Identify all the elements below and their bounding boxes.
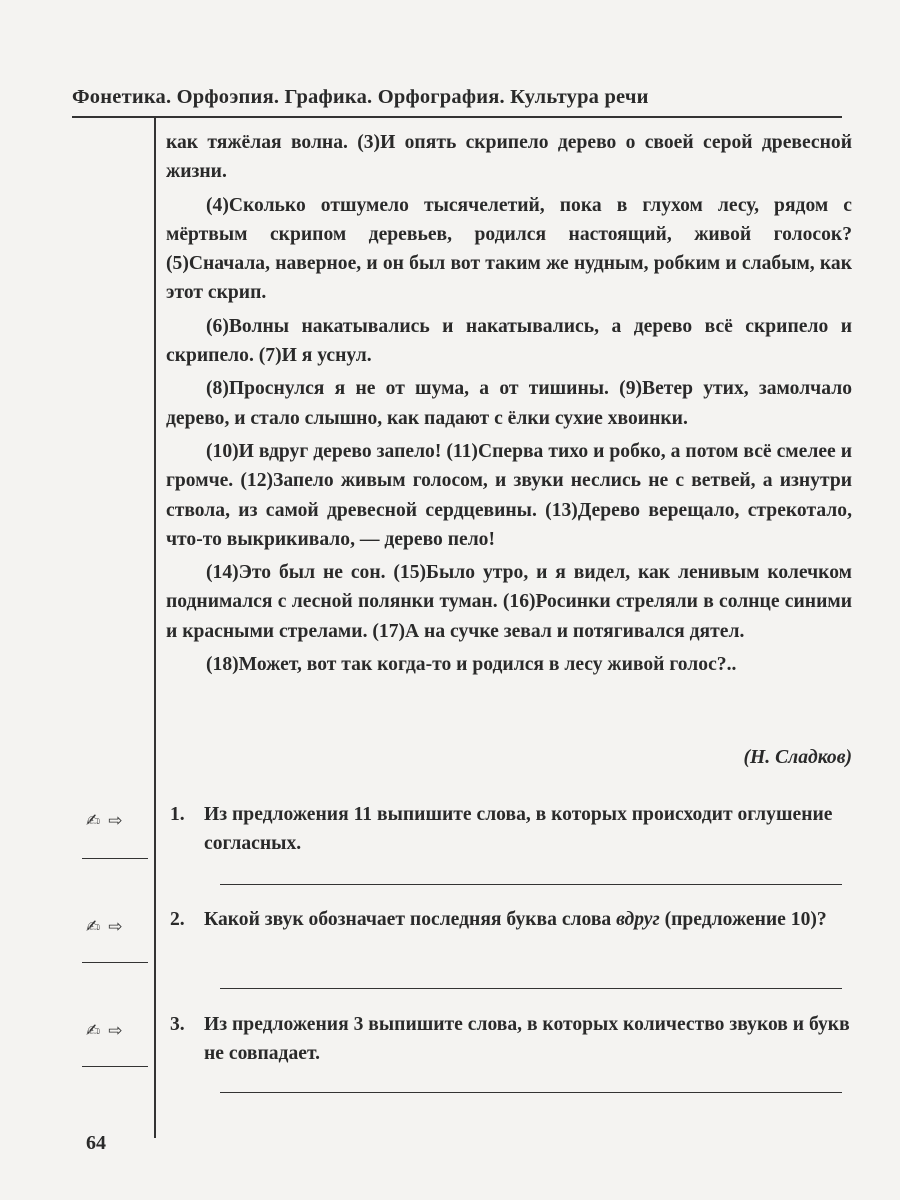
task-number: 2. xyxy=(170,909,185,930)
side-rule xyxy=(82,962,148,963)
arrow-right-icon: ⇨ xyxy=(108,917,123,937)
task-2-answer-line[interactable] xyxy=(220,988,842,989)
reading-text xyxy=(166,128,852,683)
side-rule xyxy=(82,1066,148,1067)
header-rule xyxy=(72,116,842,118)
paragraph: (10)И вдруг дерево запело! (11)Сперва тихо и робко, а потом всё смелее и громче. (12)Запело живым голосом, и звуки неслись не с ветвей, а изнутри ствола, из самой древесной сердцевины. (13)Дерево верещало, стрекотало, что-то выкрикивало, — дерево пело! xyxy=(166,440,852,550)
side-rule xyxy=(82,858,148,859)
margin-vertical-line xyxy=(154,118,156,1138)
task-3-marker xyxy=(86,1016,146,1046)
paragraph: (4)Сколько отшумело тысячелетий, пока в глухом лесу, рядом с мёртвым скрипом деревьев, родился настоящий, живой голосок? (5)Сначала, наверное, и он был вот таким же нудным, робким и слабым, как этот скрип. xyxy=(166,194,852,304)
task-2 xyxy=(170,905,856,934)
task-3 xyxy=(170,1010,856,1069)
paragraph: (18)Может, вот так когда-то и родился в лесу живой голос?.. xyxy=(206,654,737,676)
task-2-marker xyxy=(86,912,146,942)
arrow-right-icon: ⇨ xyxy=(108,1021,123,1041)
task-text: Из предложения 3 выпишите слова, в которых количество звуков и букв не совпадает. xyxy=(204,1014,850,1065)
paragraph: (6)Волны накатывались и накатывались, а дерево всё скрипело и скрипело. (7)И я уснул. xyxy=(166,315,852,367)
paragraph: (14)Это был не сон. (15)Было утро, и я видел, как ленивым колечком поднимался с лесной полянки туман. (16)Росинки стреляли в солнце синими и красными стрелами. (17)А на сучке зевал и потягивался дятел. xyxy=(166,562,852,642)
arrow-right-icon: ⇨ xyxy=(108,811,123,831)
task-1 xyxy=(170,800,856,859)
task-number: 3. xyxy=(170,1014,185,1035)
pencil-icon: ✍ xyxy=(86,811,101,831)
task-text: Из предложения 11 выпишите слова, в которых происходит оглушение согласных. xyxy=(204,804,833,855)
task-text: Какой звук обозначает последняя буква слова вдруг (предложение 10)? xyxy=(204,909,827,930)
pencil-icon: ✍ xyxy=(86,917,101,937)
paragraph: (8)Проснулся я не от шума, а от тишины. (9)Ветер утих, замолчало дерево, и стало слышно, как падают с ёлки сухие хвоинки. xyxy=(166,378,852,429)
task-1-marker xyxy=(86,806,146,836)
author-attribution: (Н. Сладков) xyxy=(743,747,852,768)
task-3-answer-line[interactable] xyxy=(220,1092,842,1093)
paragraph: как тяжёлая волна. (3)И опять скрипело дерево о своей серой древесной жизни. xyxy=(166,132,852,183)
task-number: 1. xyxy=(170,804,185,825)
task-1-answer-line[interactable] xyxy=(220,884,842,885)
page-number: 64 xyxy=(86,1132,106,1154)
section-title: Фонетика. Орфоэпия. Графика. Орфография. Культура речи xyxy=(72,86,649,108)
pencil-icon: ✍ xyxy=(86,1021,101,1041)
task-word-italic: вдруг xyxy=(616,909,660,930)
